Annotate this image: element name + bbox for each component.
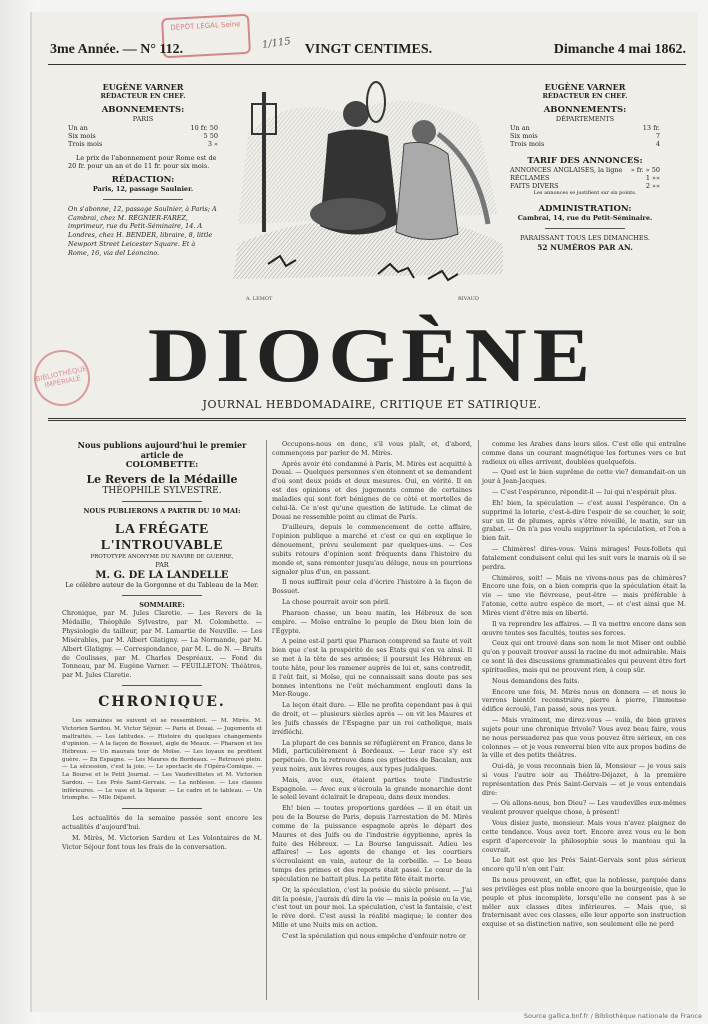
header-rule (48, 64, 686, 65)
sommaire-title: SOMMAIRE: (139, 600, 185, 609)
paragraph: Encore une fois, M. Mirès nous en donnera — et nous le verrons bientôt reconstruire, pierre à pierre, l'immense édifice écroulé, l'an passé, sous nos yeux. (482, 687, 686, 714)
announce-author: COLOMBETTE: (125, 460, 199, 470)
woman-head (412, 120, 436, 144)
artist-signature-right: RIVAUD (458, 296, 479, 302)
paragraph: Ils nous prouvent, en effet, que la noblesse, parquée dans ses privilèges est plus noble encore que la bourgeoisie, que le peuple et plus incomplète, lorsqu'elle ne consent pas à se mêler aux classes dites inférieures. — Mais que, si fraternisant avec ces classes, elle leur apporte son instruction exquise et sa distinction native, son seulement elle ne perd (482, 876, 686, 929)
masthead-rule (48, 418, 686, 421)
subs-row: Trois mois 3 » (68, 139, 218, 148)
chronique-opening-2: M. Mirès, M. Victorien Sardou et Les Volontaires de M. Victor Séjour font tous les frais de la conversation. (62, 833, 262, 851)
paragraph: Oui-dà, je vous reconnais bien là, Monsieur — je vous sais si vous l'autre soir au Théâtre-Déjazet, à la première représentation des Prés Saint-Gervais — et je vous entendais dire: (482, 762, 686, 797)
paragraph: — Où allons-nous, bon Dieu? — Les vaudevilles eux-mêmes veulent prouver quelque chose, à présent! (482, 799, 686, 817)
paragraph: Eh! bien — toutes proportions gardées — il en était un peu de la Bourse de Paris, depuis l'arrestation de M. Mirès comme de la puissance espagnole après le départ des Maures et des Juifs ou de l'industrie égyptienne, après la fuite des Hébreux. — La Bourse languissait. Adieu les affaires! — Les agents de change et les courtiers s'écroulaient en vain, autour de la corbeille. — Le beau temps des primes et des reports était passé. Le cœur de la spéculation ne battait plus. La petite fête était morte. (272, 804, 472, 883)
price: VINGT CENTIMES. (304, 42, 433, 57)
artist-signature-left: A. LEMOT (246, 296, 273, 302)
sommaire-text: Chronique, par M. Jules Claretie. — Les Revers de la Médaille, Théophile Sylvestre, par M. Colombette. — Physiologie du tailleur, par M. Lamartie de Neuville. — Les Misérables, par M. Albert Glatigny. — La Normande, par M. Albert Glatigny. — Correspondance, par M. L. de N. — Bruits de Coulisses, par M. Charles Despréaux. — Fond du Tonneau, par M. Eugène Varner. — FEUILLETON: Théâtres, par M. Jules Claretie. (62, 609, 262, 680)
annonces-note: Les annonces se justifient sur six points. (533, 189, 637, 196)
paragraph: Il nous suffirait pour cela d'écrire l'histoire à la façon de Bossuet. (272, 578, 472, 596)
annonces-title: TARIF DES ANNONCES: (527, 155, 643, 166)
paragraph: Après avoir été condamné à Paris, M. Mirès est acquitté à Douai. — Quelques personnes s'en étonnent et se demandent d'où sont deux poids et deux mesures. Oui, en vérité. Il en est des opinions et des jugements comme de certaines maladies qui sont fort bénignes de ce côté et mortelles de celui-là. Ce n'est qu'une question de latitude. Le climat de Douai ne ressemble point au climat de Paris. (272, 459, 472, 521)
redaction-title: RÉDACTION: (111, 175, 175, 186)
source-credit: Source gallica.bnf.fr / Bibliothèque nationale de France (523, 1012, 702, 1020)
subs-area-left: PARIS (132, 114, 154, 123)
parution: PARAISSANT TOUS LES DIMANCHES. (520, 234, 650, 243)
feature-title-2: LA FRÉGATE L'INTROUVABLE (100, 521, 224, 553)
subs-row: Un an 13 fr. (510, 123, 660, 132)
paragraph: Vous disiez juste, monsieur. Mais vous n'avez plaignez de cette tendance. Vous avez tort. Encore avez vous eu le bon esprit d'apercevoir la philosophie sous le manteau qui la couvrait. (482, 819, 686, 854)
paragraph: Nous demandons des faits. (492, 676, 580, 685)
annonce-row: FAITS DIVERS 2 »» (510, 181, 660, 190)
header-line (50, 42, 686, 58)
paragraph: Chimères, soit! — Mais ne vivons-nous pas de chimères? Encore une fois, on a bien compris que la spéculation était la vie — une vie fiévreuse, peut-être — mais préférable à l'atonie, cette autre espèce de mort, — et c'est ainsi que M. Mirès vient d'être mis en liberté. (482, 573, 686, 617)
announce-date: NOUS PUBLIERONS A PARTIR DU 10 MAI: (83, 507, 241, 515)
par-label: PAR (155, 561, 169, 570)
chronique-opening: Les actualités de la semaine passée sont encore les actualités d'aujourd'hui. (62, 814, 262, 831)
column-2 (272, 440, 472, 943)
admin-address: Cambrai, 14, rue du Petit-Séminaire. (517, 214, 653, 223)
paragraph: Le fait est que les Prés Saint-Gervais sont plus sérieux encore qu'il n'en ont l'air. (482, 856, 686, 874)
announce-intro: Nous publions aujourd'hui le premier article de (77, 440, 247, 460)
issue-date: Dimanche 4 mai 1862. (553, 42, 686, 57)
redaction-address: Paris, 12, passage Saulnier. (92, 185, 194, 194)
subs-row: Six mois 7 (510, 131, 660, 140)
woman-figure (396, 142, 458, 239)
chronique-summary: Les semaines se suivent et se ressemblent. — M. Mirès. M. Victorien Sardou. M. Victor Séjour. — Paris et Douai. — Jugements et maltraités. — Les latitudes. — Histoire du quelques changements d'opinion. — A la façon de Bossuet, aigle de Meaux. — Pharaon et les Hébreux. — Un mauvais tour de Moïse. — Les loyaux ne profitent guère. — En Espagne. — Les Maures de Bordeaux. — Retrouvé plein. — La sécession, c'est la joie. — Le spectacle de l'Opéra-Comique. — La Bourse et le Petit Journal. — Les Vaudevillistes et M. Victorien Sardou. — Les Prés Saint-Gervais. — La noblesse. — Les classes inférieures. — Le vase et la liqueur. — Le cadre et le tableau. — Un triomphe. — Mlle Déjazet. (62, 718, 262, 802)
annonce-row: RÉCLAMES 1 »» (510, 173, 660, 182)
subs-rows-left (68, 124, 218, 148)
editor-name-right: EUGÈNE VARNER (544, 82, 626, 92)
paragraph: A peine est-il parti que Pharaon comprend sa faute et voit bien que c'est la prospérité de ses États qui s'en va ainsi. Il se met à la tête de ses armées; il poursuit les Hébreux en toute hâte, pour les ramener auprès de lui et, sans contredit, il l'eût fait, si Moïse, qui ne connaissait sans doute pas ses bonnes intentions ne l'eût méchamment englouti dans la Mer-Rouge. (272, 637, 472, 699)
paragraph: Ceux qui ont trouvé dans son nom le mot Miser ont oublié qu'on y pouvait trouver aussi la racine du mot admirable. Mais ce sont là des discussions grammaticales qui peuvent être fort spirituelles, mais qui ne prouvent rien, à coup sûr. (482, 639, 686, 674)
lantern-pole (262, 92, 266, 232)
barrel-icon (310, 198, 386, 230)
paragraph: La plupart de ces bannis se réfugièrent en France, dans le Midi, particulièrement à Bordeaux. — Leur race s'y est perpétuée. On la retrouve dans ces grisettes de Bacalan, aux yeux noirs, aux lèvres rouges, aux types judaïques. (272, 738, 472, 773)
diogenes-head (343, 101, 369, 127)
masthead-title: DIOGÈNE (147, 311, 597, 399)
paragraph: — Chimères! dires-vous. Vains mirages! Feux-follets qui fatalement conduisent celui qui les suit vers le marais où il se perdra. (482, 545, 686, 571)
annonce-row: ANNONCES ANGLAISES, la ligne » fr. » 50 (510, 165, 660, 174)
numeros-par-an: 52 NUMÉROS PAR AN. (537, 242, 633, 252)
subs-title-right: ABONNEMENTS: (543, 104, 627, 115)
paragraph: Occupons-nous en donc, s'il vous plaît, et, d'abord, commençons par parler de M. Mirès. (272, 440, 472, 457)
paragraph: D'ailleurs, depuis le commencement de cette affaire, l'opinion publique a marché et c'est ce qui en explique le dénouement, prévu seulement par quelques-uns. — Ces subits retours d'opinion sont fréquents dans l'histoire du monde et, sans remonter jusqu'au déluge, nous en pourrions signaler plus d'un, en passant. (272, 523, 472, 576)
paragraph: Or, la spéculation, c'est la poésie du siècle présent. — J'ai dit la poésie, j'aurais dû dire la vie — mais la poésie ou la vie, c'est tout un pour moi. La spéculation, c'est la fantaisie, c'est le rêve doré. C'est aussi la réalité magique; le conter des Mille et une Nuits mis en action. (272, 885, 472, 930)
newspaper-page (30, 12, 698, 1012)
paragraph: Eh! bien, la spéculation — c'est aussi l'espérance. On a supprimé la loterie, c'est-à-dire l'espoir de se coucher, le soir, sur un lit de plumes, après s'être réveillé, le matin, sur un grabat. — On n'a pas voulu supprimer la spéculation, et l'on a bien fait. (482, 498, 686, 543)
paragraph: C'est la spéculation qui nous empêche d'enfouir notre or (282, 931, 466, 940)
column-3 (482, 440, 686, 931)
subs-title-left: ABONNEMENTS: (101, 104, 185, 115)
subs-row: Trois mois 4 (510, 139, 660, 148)
feature-title-1: Le Revers de la Médaille (86, 473, 238, 486)
masthead-subtitle: JOURNAL HEBDOMADAIRE, CRITIQUE ET SATIRIQUE. (202, 398, 542, 411)
subs-row: Un an 10 fr. 50 (68, 123, 218, 132)
paragraph: Mais, avec eux, étaient parties toute l'industrie Espagnole. — Avec eux s'écroula la grande monarchie dont le soleil levant éclairait le drapeau, dans deux mondes. (272, 775, 472, 802)
rome-note: Le prix de l'abonnement pour Rome est de 20 fr. pour un an et de 11 fr. pour six mois. (68, 153, 217, 171)
handwritten-number: 1/115 (261, 36, 292, 51)
paragraph: Il va reprendre les affaires. — Il va mettre encore dans son œuvre toutes ses facultés, toutes ses forces. (482, 619, 686, 637)
paragraph: La leçon était dure. — Elle ne profita cependant pas à qui de droit, et — plusieurs siècles après — on vit les Maures et les Juifs chassés de l'Espagne par un roi catholique, mais irréfléchi. (272, 701, 472, 736)
admin-title: ADMINISTRATION: (538, 204, 632, 215)
left-info-box (68, 82, 218, 257)
chronique-heading: CHRONIQUE. (98, 694, 226, 711)
right-info-box (510, 82, 660, 252)
library-stamp: BIBLIOTHÈQUE IMPÉRIALE (29, 345, 95, 411)
column-separator (478, 440, 479, 1000)
diogenes-illustration (228, 74, 508, 306)
editor-name-left: EUGÈNE VARNER (102, 82, 184, 92)
subscription-agents: On s'abonne, 12, passage Saulnier, à Paris; A Cambrai, chez M. RÉGNIER-FAREZ, imprimeur, rue du Petit-Séminaire, 14. A Londres, chez H. BENDER, libraire, 8, little Newport Street Leicester Square. Et à Rome, 16, via del Léoncino. (68, 204, 217, 257)
column-1 (62, 440, 262, 853)
feature-subtitle-2: PROTOTYPE ANONYME DU NAVIRE DE GUERRE, (90, 553, 234, 560)
feature-author-1: THÉOPHILE SYLVESTRE. (102, 486, 222, 496)
legal-deposit-stamp: DÉPÔT LÉGAL Seine (161, 14, 251, 59)
paragraph: La chose pourrait avoir son péril. (282, 598, 391, 607)
subs-area-right: DÉPARTEMENTS (555, 114, 615, 123)
issue-number: 3me Année. — N° 112. (50, 42, 184, 57)
feature-author-note: Le célèbre auteur de la Gorgonne et du Tableau de la Mer. (65, 580, 259, 589)
paragraph: — C'est l'espérance, répondit-il — lui qui n'espérait plus. (492, 488, 677, 497)
paragraph: comme les Arabes dans leurs silos. C'est elle qui entraîne comme dans un courant magnétique les fortunes vers ce but radieux où elles arrivent, doublées quelquefois. (482, 440, 686, 466)
editor-role-left: RÉDACTEUR EN CHEF. (100, 92, 186, 100)
paragraph: — Mais vraiment, me direz-vous — voilà, de bien graves sujets pour une chronique frivole? Vous avez beau faire, vous ne nous persuaderez pas que vous pouvez être sérieux, en ces colonnes — et je vous renverrai bien vite aux propos badins de la ville et des petits théâtres. (482, 716, 686, 760)
feature-author-2: M. G. DE LA LANDELLE (95, 569, 229, 581)
subs-row: Six mois 5 50 (68, 131, 218, 140)
paragraph: Pharaon chasse, un beau matin, les Hébreux de son empire. — Moïse entraîne le peuple de Dieu bien loin de l'Égypte. (272, 608, 472, 635)
column-separator (266, 440, 267, 1000)
paragraph: — Quel est le bien suprême de cette vie? demandait-on un jour à Jean-Jacques. (482, 468, 686, 486)
editor-role-right: RÉDACTEUR EN CHEF. (542, 92, 628, 100)
